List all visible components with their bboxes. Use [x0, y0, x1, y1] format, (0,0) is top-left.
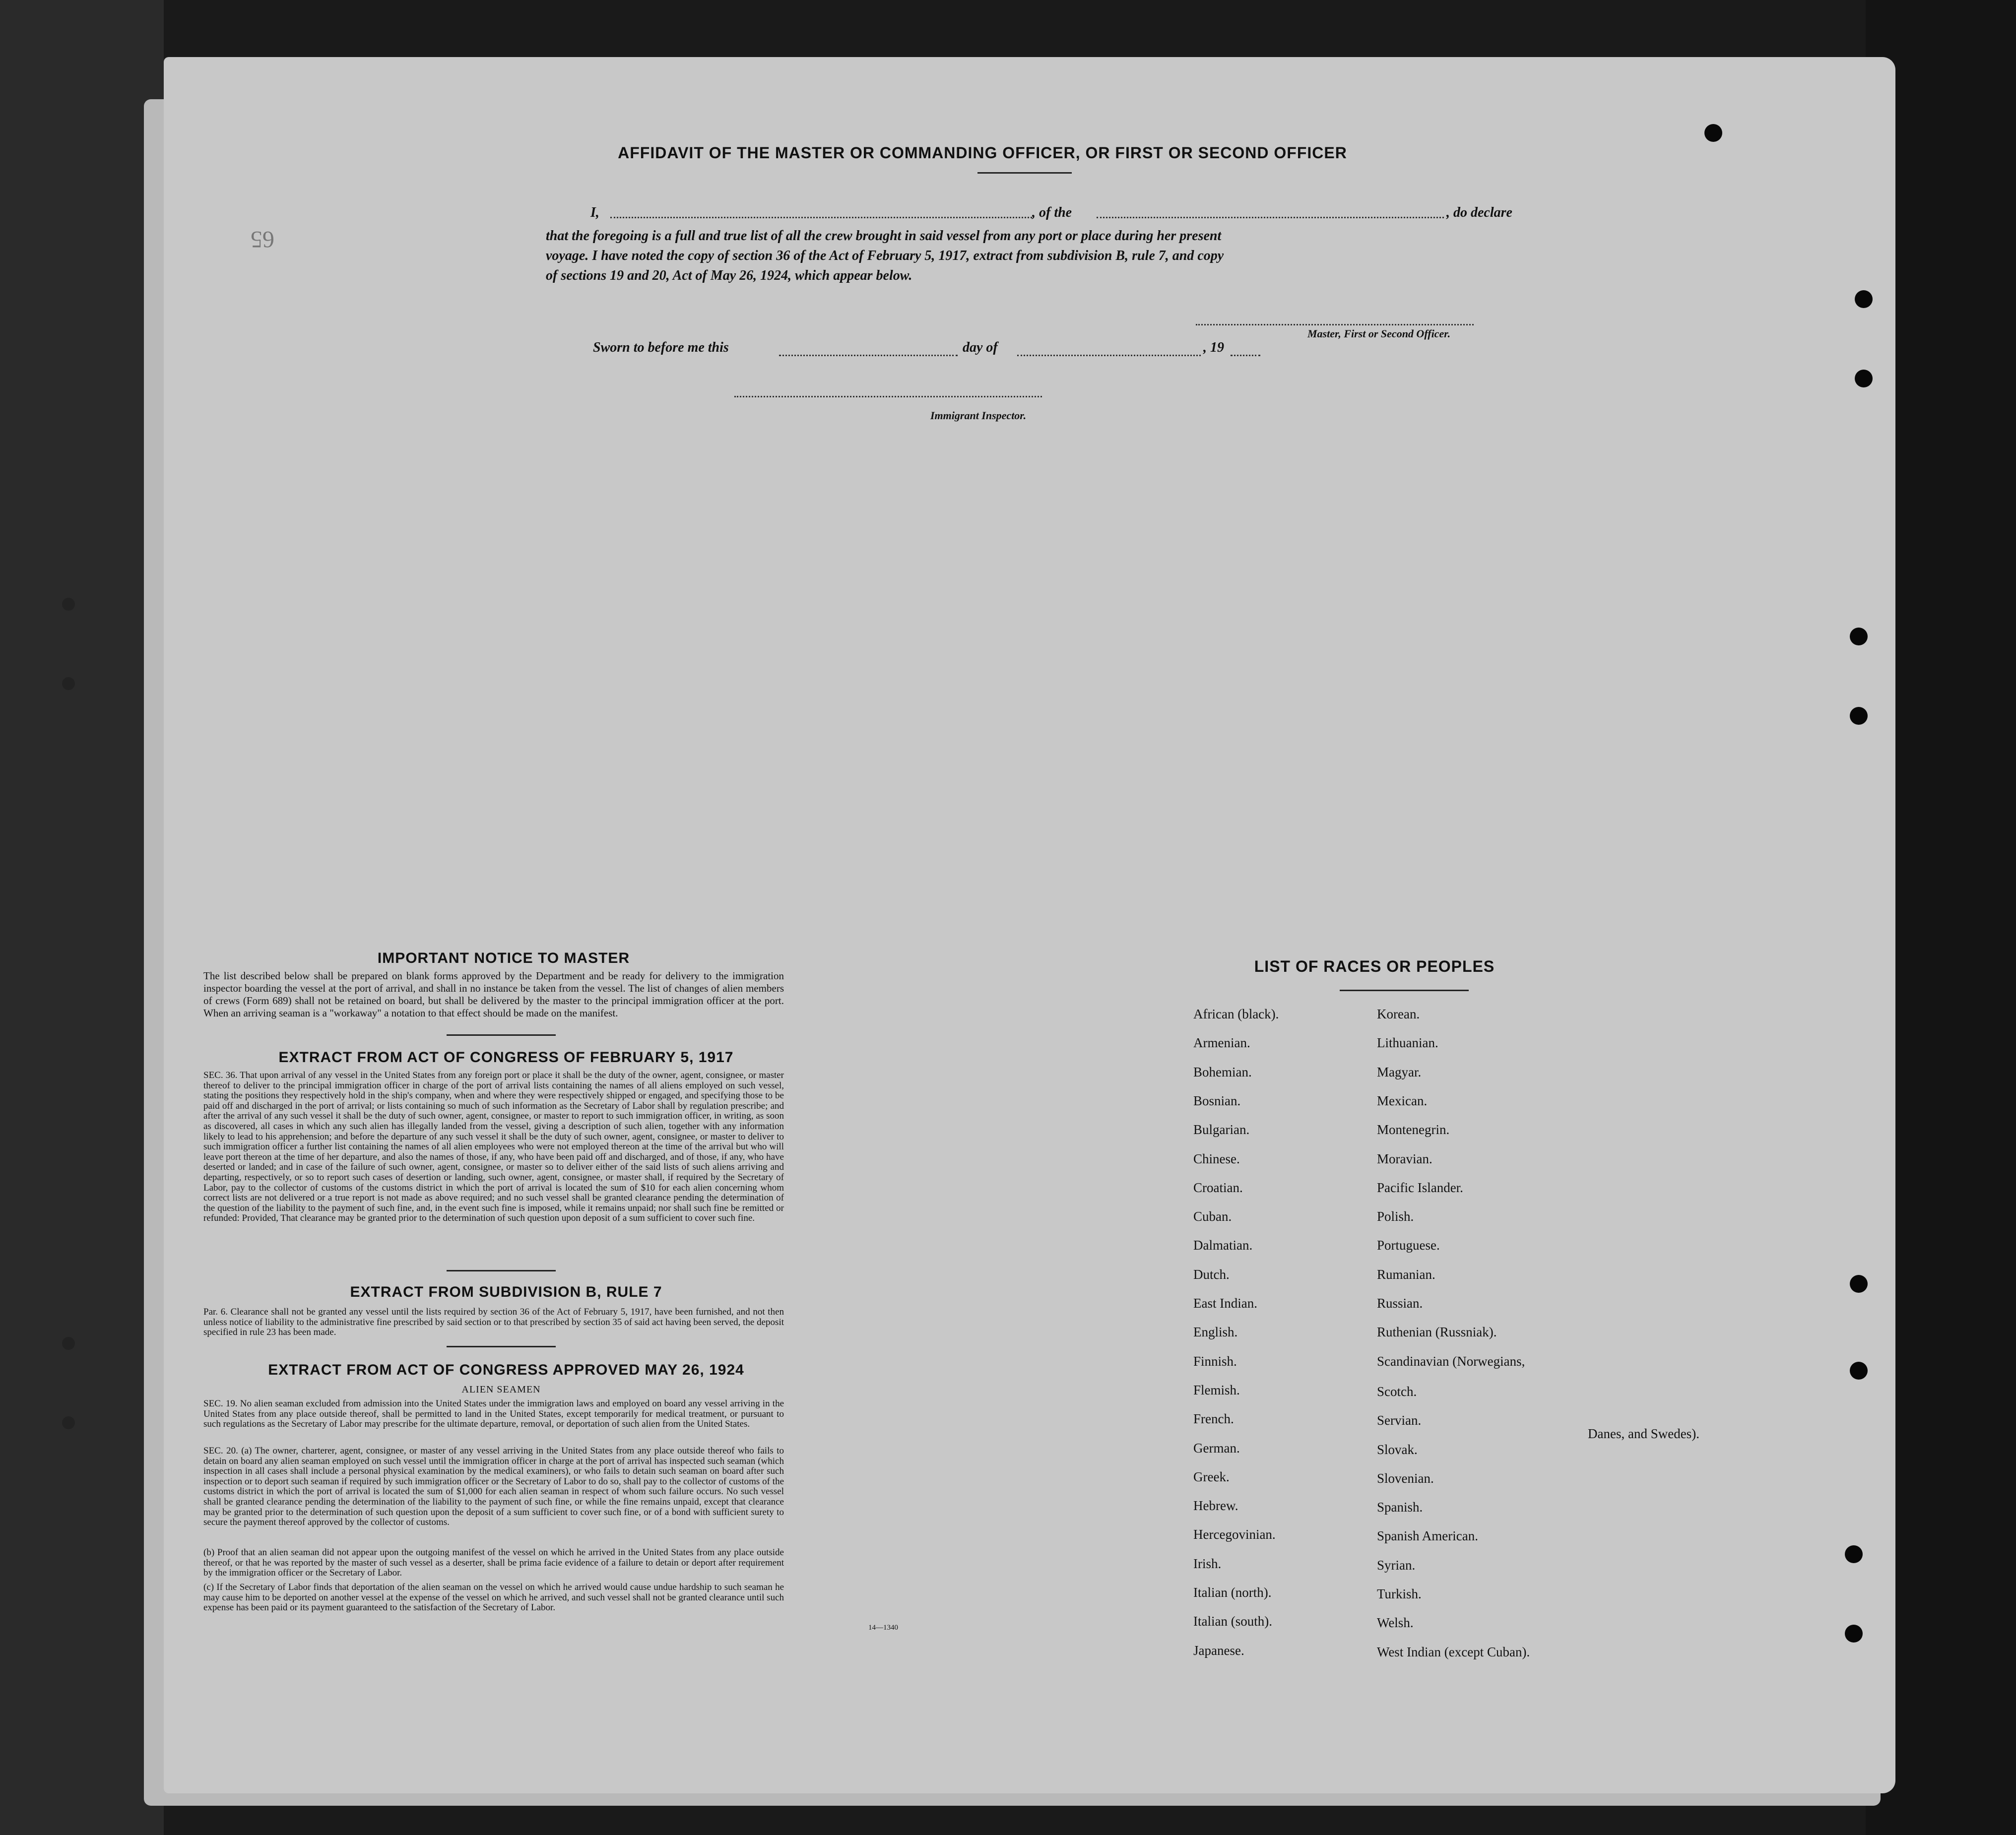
sworn-day-line[interactable] — [779, 355, 958, 356]
extract-rule7-title: EXTRACT FROM SUBDIVISION B, RULE 7 — [350, 1284, 662, 1300]
races-title: LIST OF RACES OR PEOPLES — [1254, 957, 1495, 975]
margin-number: 65 — [251, 226, 274, 253]
sec20b-text: (b) Proof that an alien seaman did not appear upon the outgoing manifest of the vessel on which he arrived in the United States from any place outside thereof, or that he was reported by the master of such vessel as a deserter, shall be prima facie evidence of a failure to detain or deport after requirement by the immigration officer or the Secretary of Labor. — [203, 1547, 784, 1579]
race-entry: Spanish. — [1377, 1500, 1423, 1515]
declare-of-the: , of the — [1032, 205, 1072, 220]
scan-left-border — [0, 0, 164, 1835]
affidavit-title: AFFIDAVIT OF THE MASTER OR COMMANDING OFFICER, OR FIRST OR SECOND OFFICER — [618, 144, 1347, 162]
extract-1924-subtitle: ALIEN SEAMEN — [461, 1384, 541, 1395]
race-entry: Irish. — [1193, 1556, 1222, 1571]
race-entry: Bulgarian. — [1193, 1122, 1250, 1138]
race-entry: English. — [1193, 1325, 1238, 1340]
race-entry: Ruthenian (Russniak). — [1377, 1325, 1497, 1340]
binder-hole — [1850, 1362, 1868, 1380]
race-entry: Dalmatian. — [1193, 1238, 1253, 1253]
affidavit-body-line: that the foregoing is a full and true list of all the crew brought in said vessel from any port or place during her present — [546, 228, 1222, 244]
race-entry: Croatian. — [1193, 1180, 1243, 1195]
race-entry: Welsh. — [1377, 1615, 1414, 1631]
race-entry: Pacific Islander. — [1377, 1180, 1463, 1195]
race-entry: Dutch. — [1193, 1266, 1230, 1282]
race-entry: Spanish American. — [1377, 1528, 1478, 1544]
form-number: 14—1340 — [868, 1624, 898, 1632]
race-entry: Hercegovinian. — [1193, 1527, 1276, 1542]
race-entry: East Indian. — [1193, 1296, 1257, 1311]
binder-hole — [62, 1337, 75, 1350]
race-entry: Scotch. — [1377, 1384, 1417, 1399]
notice-body: The list described below shall be prepared on blank forms approved by the Department and be ready for delivery to the immigration inspector boarding the vessel at the port of arrival, and shall in no instance be taken from the vessel. The list of changes of alien members of crews (Form 689) shall not be retained on board, but shall be delivered by the master to the principal immigration officer at the port. When an arriving seaman is a "workaway" a notation to that effect should be made on the manifest. — [203, 970, 784, 1019]
race-entry: African (black). — [1193, 1007, 1279, 1021]
race-entry: Servian. — [1377, 1413, 1422, 1428]
affidavit-body-line: of sections 19 and 20, Act of May 26, 1924, which appear below. — [546, 268, 912, 283]
section-divider — [447, 1034, 556, 1036]
race-entry: Polish. — [1377, 1209, 1414, 1224]
signature-label: Master, First or Second Officer. — [1307, 327, 1451, 340]
race-entry: French. — [1193, 1411, 1234, 1427]
race-entry: Chinese. — [1193, 1151, 1240, 1166]
binder-hole — [1855, 370, 1873, 387]
race-entry: Moravian. — [1377, 1151, 1432, 1166]
races-underline — [1340, 990, 1469, 991]
race-entry: Lithuanian. — [1377, 1035, 1438, 1051]
notice-title: IMPORTANT NOTICE TO MASTER — [377, 950, 630, 966]
race-entry: Bosnian. — [1193, 1093, 1241, 1108]
race-entry: Portuguese. — [1377, 1238, 1440, 1253]
race-entry: German. — [1193, 1440, 1240, 1455]
race-entry: Syrian. — [1377, 1557, 1416, 1573]
race-entry: Armenian. — [1193, 1035, 1250, 1051]
race-entry: Greek. — [1193, 1469, 1230, 1484]
race-entry: Finnish. — [1193, 1353, 1237, 1369]
race-entry: Rumanian. — [1377, 1266, 1435, 1282]
section-divider — [447, 1270, 556, 1271]
inspector-signature-line[interactable] — [734, 396, 1042, 397]
race-entry: Bohemian. — [1193, 1064, 1252, 1079]
sec20c-text: (c) If the Secretary of Labor finds that deportation of the alien seaman on the vessel on which he arrived would cause undue hardship to such seaman he may cause him to be deported on another vessel at the expense of the vessel on which he arrived, and such vessel shall not be granted clearance until such expense has been paid or its payment guaranteed to the satisfaction of the Secretary of Labor. — [203, 1582, 784, 1613]
race-entry: Hebrew. — [1193, 1498, 1238, 1514]
year-prefix: , 19 — [1203, 340, 1224, 355]
race-entry: Russian. — [1377, 1296, 1423, 1311]
binder-hole — [62, 1416, 75, 1429]
race-entry: Scandinavian (Norwegians, — [1377, 1353, 1525, 1369]
race-entry: Turkish. — [1377, 1586, 1422, 1601]
extract-1917-body: SEC. 36. That upon arrival of any vessel in the United States from any foreign port or place it shall be the duty of the owner, agent, consignee, or master thereof to deliver to the principal immigration officer in charge of the port of arrival lists containing the names of all aliens employed on such vessel, stating the positions they respectively hold in the ship's company, when and where they were respectively shipped or engaged, and specifying those to be paid off and discharged in the port of arrival; or lists containing so much of such information as the Secretary of Labor shall by regulation prescribe; and after the arrival of any such vessel it shall be the duty of such owner, agent, consignee, or master to report to such immigration officer, in writing, as soon as discovered, all cases in which any such alien has illegally landed from the vessel, giving a description of such alien, together with any information likely to lead to his apprehension; and before the departure of any such vessel it shall be the duty of such owner, agent, consignee, or master to deliver to such immigration officer a further list containing the names of all alien employees who were not employed thereon at the time of the arrival but who will leave port thereon at the time of her departure, and also the names of those, if any, who have been paid off and discharged, and of those, if any, who have deserted or landed; and in case of the failure of such owner, agent, consignee, or master so to deliver either of the said lists of such aliens arriving and departing, respectively, or so to report such cases of desertion or landing, such owner, agent, consignee, or master shall, if required by the Secretary of Labor, pay to the collector of customs of the customs district in which the port of arrival is located the sum of $10 for each alien concerning whom correct lists are not delivered or a true report is not made as above required; and no such vessel shall be granted clearance pending the determination of the question of the liability to the payment of such fine, and, in the event such fine is imposed, while it remains unpaid; nor shall such fine be remitted or refunded: Provided, That clearance may be granted prior to the determination of such question upon deposit of a sum sufficient to cover such fine. — [203, 1070, 784, 1224]
race-entry: Slovak. — [1377, 1442, 1418, 1457]
race-entry: Italian (north). — [1193, 1585, 1272, 1600]
sworn-month-line[interactable] — [1017, 355, 1201, 356]
declare-i: I, — [590, 205, 599, 220]
extract-rule7-body: Par. 6. Clearance shall not be granted any vessel until the lists required by section 36 of the Act of February 5, 1917, have been furnished, and not then unless notice of liability to the administrative fine prescribed by said section or to that prescribed by section 35 of said act having been served, the deposit specified in rule 23 has been made. — [203, 1307, 784, 1338]
race-entry: Flemish. — [1193, 1382, 1240, 1397]
document-page — [164, 57, 1895, 1793]
race-entry: Cuban. — [1193, 1209, 1232, 1224]
vessel-field-line[interactable] — [1097, 217, 1444, 218]
race-entry: Japanese. — [1193, 1643, 1244, 1658]
binder-hole — [62, 677, 75, 690]
race-entry: Slovenian. — [1377, 1470, 1434, 1486]
binder-hole — [1704, 124, 1722, 142]
binder-hole — [1850, 1275, 1868, 1293]
sworn-text: Sworn to before me this — [593, 340, 729, 355]
binder-hole — [1845, 1545, 1863, 1563]
binder-hole — [1850, 628, 1868, 645]
extract-1917-title: EXTRACT FROM ACT OF CONGRESS OF FEBRUARY 5, 1917 — [278, 1049, 734, 1066]
binder-hole — [62, 598, 75, 611]
name-field-line[interactable] — [610, 217, 1032, 218]
race-entry: Italian (south). — [1193, 1614, 1272, 1629]
inspector-label: Immigrant Inspector. — [930, 409, 1027, 422]
race-entry: Danes, and Swedes). — [1588, 1426, 1699, 1441]
declare-end: , do declare — [1446, 205, 1512, 220]
binder-hole — [1850, 707, 1868, 725]
race-entry: Montenegrin. — [1377, 1122, 1450, 1138]
race-entry: Mexican. — [1377, 1093, 1428, 1108]
affidavit-body-line: voyage. I have noted the copy of section 36 of the Act of February 5, 1917, extract from subdivision B, rule 7, and copy — [546, 248, 1224, 263]
race-entry: Korean. — [1377, 1007, 1420, 1021]
extract-1924-title: EXTRACT FROM ACT OF CONGRESS APPROVED MAY 26, 1924 — [268, 1362, 744, 1378]
section-divider — [447, 1346, 556, 1347]
race-entry: Magyar. — [1377, 1064, 1422, 1079]
sec20a-text: SEC. 20. (a) The owner, charterer, agent, consignee, or master of any vessel arriving in the United States from any place outside thereof who fails to detain on board any alien seaman employed on such vessel until the immigration officer in charge at the port of arrival has inspected such seaman (which inspection in all cases shall include a personal physical examination by the medical examiners), or who fails to detain such seaman on board after such inspection or to deport such seaman if required by such immigration officer or the Secretary of Labor to do so, shall pay to the collector of customs of the customs district in which the port of arrival is located the sum of $1,000 for each alien seaman in respect of whom such failure occurs. No such vessel shall be granted clearance pending the determination of the liability to the payment of such fine, or while the fine remains unpaid, except that clearance may be granted prior to the determination of such question upon the deposit of a sum sufficient to cover such fine, or of a bond with sufficient surety to secure the payment thereof approved by the collector of customs. — [203, 1446, 784, 1528]
title-underline — [977, 172, 1072, 174]
signature-line[interactable] — [1196, 324, 1474, 325]
race-entry: West Indian (except Cuban). — [1377, 1644, 1530, 1659]
binder-hole — [1845, 1625, 1863, 1643]
day-of: day of — [963, 340, 998, 355]
sec19-text: SEC. 19. No alien seaman excluded from admission into the United States under the immigration laws and employed on board any vessel arriving in the United States from any place outside thereof, shall be permitted to land in the United States, except temporarily for medical treatment, or pursuant to such regulations as the Secretary of Labor may prescribe for the ultimate departure, removal, or deportation of such alien from the United States. — [203, 1398, 784, 1430]
binder-hole — [1855, 290, 1873, 308]
sworn-year-line[interactable] — [1231, 355, 1260, 356]
